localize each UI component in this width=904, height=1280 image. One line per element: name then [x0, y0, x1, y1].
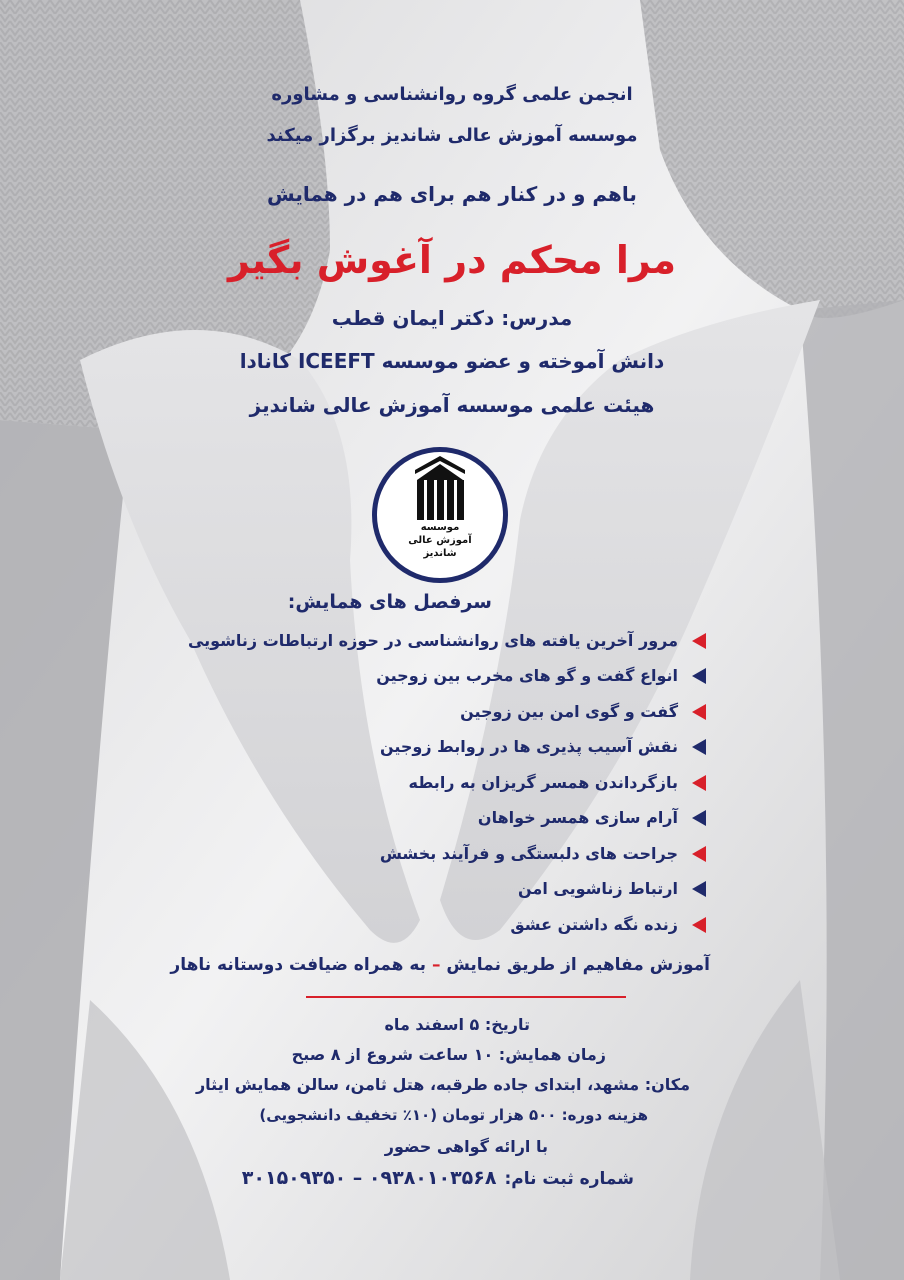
instructor-name: مدرس: دکتر ایمان قطب — [331, 306, 573, 330]
organizer-line-1: انجمن علمی گروه روانشناسی و مشاوره — [271, 84, 633, 105]
triangle-bullet-icon — [692, 668, 706, 684]
triangle-bullet-icon — [692, 633, 706, 649]
certificate-note: با ارائه گواهی حضور — [384, 1137, 548, 1156]
triangle-bullet-icon — [692, 917, 706, 933]
logo-text-line-1: موسسه — [420, 522, 460, 533]
event-fee: هزینه دوره: ۵۰۰ هزار تومان (۱۰٪ تخفیف دانشجویی) — [259, 1106, 648, 1124]
logo-text-line-3: شاندیز — [423, 548, 457, 559]
logo-text-line-2: آموزش عالی — [408, 535, 472, 546]
registration-label: شماره ثبت نام: — [504, 1169, 634, 1189]
registration-numbers: ۰۹۳۸۰۱۰۳۵۶۸ – ۳۰۱۵۰۹۳۵۰ — [241, 1167, 497, 1189]
triangle-bullet-icon — [692, 810, 706, 826]
institute-logo — [372, 447, 508, 583]
event-title: مرا محکم در آغوش بگیر — [227, 238, 677, 282]
list-item: ارتباط زناشویی امن — [186, 872, 706, 908]
building-emblem-icon — [377, 452, 503, 578]
teaching-method-part-2: به همراه ضیافت دوستانه ناهار — [170, 955, 427, 975]
topics-heading: سرفصل های همایش: — [287, 591, 492, 613]
divider-line — [306, 996, 626, 998]
teaching-method — [170, 955, 710, 975]
tagline: باهم و در کنار هم برای هم در همایش — [267, 182, 637, 206]
event-location: مکان: مشهد، ابتدای جاده طرقبه، هتل ثامن، سالن همایش ایثار — [195, 1075, 690, 1094]
list-item: جراحت های دلبستگی و فرآیند بخشش — [186, 836, 706, 872]
list-item: بازگرداندن همسر گریزان به رابطه — [186, 765, 706, 801]
list-item: نقش آسیب پذیری ها در روابط زوجین — [186, 730, 706, 766]
triangle-bullet-icon — [692, 739, 706, 755]
list-item: زنده نگه داشتن عشق — [186, 907, 706, 943]
separator-dash: – — [431, 955, 441, 975]
list-item: آرام سازی همسر خواهان — [186, 801, 706, 837]
triangle-bullet-icon — [692, 846, 706, 862]
registration-info — [242, 1167, 634, 1189]
instructor-credential-1: دانش آموخته و عضو موسسه ICEEFT کانادا — [239, 349, 665, 373]
instructor-credential-2: هیئت علمی موسسه آموزش عالی شاندیز — [249, 393, 655, 417]
list-item: مرور آخرین یافته های روانشناسی در حوزه ارتباطات زناشویی — [186, 623, 706, 659]
event-time: زمان همایش: ۱۰ ساعت شروع از ۸ صبح — [291, 1045, 606, 1064]
triangle-bullet-icon — [692, 704, 706, 720]
list-item: انواع گفت و گو های مخرب بین زوجین — [186, 659, 706, 695]
event-date: تاریخ: ۵ اسفند ماه — [384, 1015, 530, 1034]
organizer-line-2: موسسه آموزش عالی شاندیز برگزار میکند — [266, 125, 638, 146]
triangle-bullet-icon — [692, 881, 706, 897]
list-item: گفت و گوی امن بین زوجین — [186, 694, 706, 730]
teaching-method-part-1: آموزش مفاهیم از طریق نمایش — [446, 955, 710, 975]
triangle-bullet-icon — [692, 775, 706, 791]
topics-list — [186, 623, 706, 943]
